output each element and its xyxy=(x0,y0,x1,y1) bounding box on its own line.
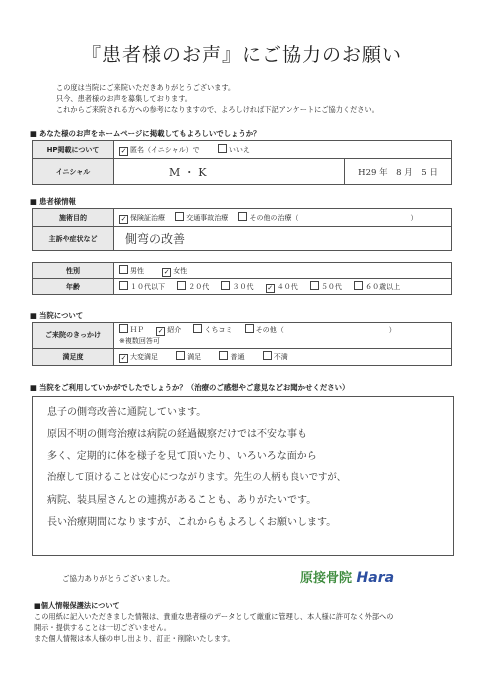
initial-value: M ・ K xyxy=(169,165,207,179)
hp-option-anonymous[interactable]: ✓ 匿名（イニシャル）で xyxy=(120,145,200,155)
satisfaction-option[interactable]: 普通 xyxy=(219,353,244,361)
section-message-heading: ■ 当院をご利用していかがでしたでしょうか？（治療のご感想やご意見などお聞かせください） xyxy=(30,382,349,393)
message-line: 病院、装具屋さんとの連携があることも、ありがたいです。 xyxy=(47,495,317,506)
gender-option[interactable]: 男性 xyxy=(119,267,144,275)
satisfaction-option[interactable]: 満足 xyxy=(176,353,201,361)
message-line: 長い治療期間になりますが、これからもよろしくお願いします。 xyxy=(47,517,337,528)
trigger-option[interactable]: ✓ 紹介 xyxy=(157,326,182,335)
purpose-option[interactable]: ✓ 保険証治療 xyxy=(120,213,165,223)
checkbox[interactable]: ✓ xyxy=(120,146,127,155)
intro-text xyxy=(56,82,379,115)
intro-line: これからご来院される方への参考になりますので、よろしければ下記アンケートにご協力ください。 xyxy=(56,105,379,114)
age-label: 年齢 xyxy=(33,279,114,295)
message-line: 息子の側弯改善に通院しています。 xyxy=(47,407,207,418)
checkbox[interactable] xyxy=(218,144,227,153)
purpose-label: 施術目的 xyxy=(33,209,114,227)
message-line: 原因不明の側弯治療は病院の経過観察だけでは不安な事も xyxy=(47,429,307,440)
gender-label: 性別 xyxy=(33,263,114,279)
trigger-option[interactable]: くちコミ xyxy=(193,326,232,334)
initial-label: イニシャル xyxy=(33,159,114,185)
clinic-logo-mark: Hara xyxy=(356,570,395,586)
complaint-label: 主訴や症状など xyxy=(33,227,114,251)
homepage-table xyxy=(32,140,452,185)
page-title: 『患者様のお声』にご協力のお願い xyxy=(81,44,402,66)
message-box xyxy=(32,396,454,556)
patient-table-top xyxy=(32,208,452,251)
satisfaction-option[interactable]: 不満 xyxy=(263,353,288,361)
trigger-note: ※複数回答可 xyxy=(119,337,160,345)
age-option[interactable]: ✓ ４０代 xyxy=(267,282,298,292)
section-homepage-heading: ■ あなた様のお声をホームページに掲載してもよろしいでしょうか？ xyxy=(30,128,261,139)
hp-option-no[interactable]: いいえ xyxy=(218,146,250,154)
trigger-option[interactable]: ＨＰ xyxy=(119,326,144,334)
satisfaction-option[interactable]: ✓ 大変満足 xyxy=(120,353,158,362)
privacy-notice xyxy=(34,600,393,644)
age-option[interactable]: ２０代 xyxy=(177,283,209,291)
privacy-line: また個人情報は本人様の申し出より、訂正・削除いたします。 xyxy=(34,634,235,643)
privacy-line: 開示・提供することは一切ございません。 xyxy=(34,623,171,632)
age-option[interactable]: １０代以下 xyxy=(119,283,165,291)
purpose-option[interactable]: 交通事故治療 xyxy=(175,214,228,222)
clinic-logo xyxy=(300,567,394,586)
intro-line: この度は当院にご来院いただきありがとうございます。 xyxy=(56,83,236,92)
message-line: 多く、定期的に体を様子を見て頂いたり、いろいろな面から xyxy=(47,451,317,462)
trigger-option[interactable]: その他（ ） xyxy=(245,326,396,334)
clinic-name: 原接骨院 xyxy=(300,571,353,586)
date-value: H29 年 8 月 5 日 xyxy=(358,167,438,178)
thanks-text: ご協力ありがとうございました。 xyxy=(62,574,175,583)
section-clinic-heading: ■ 当院について xyxy=(30,310,83,321)
section-patient-heading: ■ 患者様情報 xyxy=(30,196,76,207)
age-option[interactable]: ５０代 xyxy=(310,283,342,291)
hp-label: HP掲載について xyxy=(33,141,114,159)
privacy-line: この用紙に記入いただきました情報は、貴重な患者様のデータとして厳重に管理し、本人様に許可なく外部への xyxy=(34,612,394,621)
age-option[interactable]: ３０代 xyxy=(221,283,253,291)
intro-line: 只今、患者様のお声を募集しております。 xyxy=(56,94,192,103)
gender-option[interactable]: ✓ 女性 xyxy=(163,266,188,276)
complaint-value: 側弯の改善 xyxy=(125,232,186,246)
clinic-table xyxy=(32,322,452,366)
purpose-options xyxy=(114,209,452,227)
purpose-option[interactable]: その他の治療（ ） xyxy=(238,214,417,222)
age-option[interactable]: ６０歳以上 xyxy=(354,283,400,291)
trigger-label: ご来院のきっかけ xyxy=(33,323,114,349)
hp-options xyxy=(114,141,452,159)
patient-table-bottom xyxy=(32,262,452,295)
privacy-heading: ■個人情報保護法について xyxy=(34,601,120,610)
message-line: 治療して頂けることは安心につながります。先生の人柄も良いですが、 xyxy=(47,472,347,483)
satisfaction-label: 満足度 xyxy=(33,349,114,366)
